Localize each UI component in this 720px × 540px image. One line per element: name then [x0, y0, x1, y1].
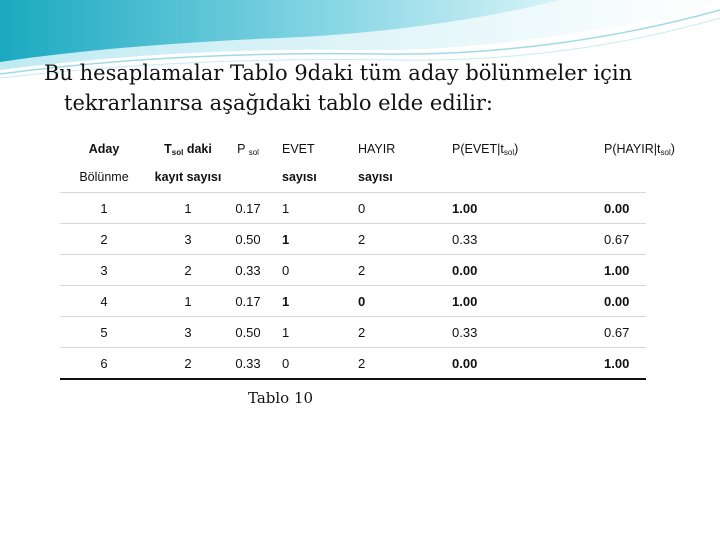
results-table	[60, 136, 675, 380]
cell-evet: 1	[268, 224, 344, 255]
cell-tsol: 2	[148, 348, 228, 380]
table-row	[60, 317, 646, 348]
cell-tsol: 1	[148, 286, 228, 317]
cell-psol: 0.50	[228, 317, 268, 348]
cell-aday: 2	[60, 224, 148, 255]
cell-aday: 3	[60, 255, 148, 286]
cell-p-evet: 0.00	[428, 348, 564, 380]
cell-p-evet: 0.33	[428, 224, 564, 255]
table-row	[60, 255, 646, 286]
header-row-1	[60, 136, 646, 162]
header-hayir: HAYIR	[358, 142, 396, 156]
cell-hayir: 2	[344, 348, 428, 380]
header-aday: Aday	[88, 142, 120, 156]
cell-hayir: 2	[344, 255, 428, 286]
cell-aday: 5	[60, 317, 148, 348]
header-empty	[564, 162, 646, 193]
cell-p-hayir: 1.00	[564, 255, 646, 286]
body-line-2: tekrarlanırsa aşağıdaki tablo elde edilir:	[64, 91, 493, 115]
cell-p-evet: 0.00	[428, 255, 564, 286]
cell-aday: 6	[60, 348, 148, 380]
header-sayisi-hayir: sayısı	[344, 162, 428, 193]
cell-evet: 1	[268, 317, 344, 348]
cell-hayir: 2	[344, 317, 428, 348]
cell-p-hayir: 0.67	[564, 317, 646, 348]
cell-evet: 1	[268, 286, 344, 317]
header-row-2	[60, 162, 646, 193]
cell-aday: 4	[60, 286, 148, 317]
cell-hayir: 2	[344, 224, 428, 255]
cell-psol: 0.17	[228, 286, 268, 317]
cell-hayir: 0	[344, 286, 428, 317]
cell-p-evet: 0.33	[428, 317, 564, 348]
header-bolunme: Bölünme	[60, 162, 148, 193]
cell-psol: 0.17	[228, 193, 268, 224]
cell-p-hayir: 1.00	[564, 348, 646, 380]
cell-evet: 0	[268, 348, 344, 380]
cell-hayir: 0	[344, 193, 428, 224]
table-row	[60, 224, 646, 255]
cell-p-evet: 1.00	[428, 286, 564, 317]
cell-p-hayir: 0.00	[564, 286, 646, 317]
cell-psol: 0.50	[228, 224, 268, 255]
cell-psol: 0.33	[228, 348, 268, 380]
header-p-evet: $P(EVET|t_{sol})$	[452, 141, 519, 157]
cell-tsol: 2	[148, 255, 228, 286]
header-sayisi-evet: sayısı	[268, 162, 344, 193]
cell-aday: 1	[60, 193, 148, 224]
slide-body-text	[44, 58, 704, 118]
cell-tsol: 3	[148, 317, 228, 348]
header-psol: P $_{sol}$	[237, 141, 259, 157]
table-row	[60, 193, 646, 224]
header-empty	[428, 162, 564, 193]
table-caption: Tablo 10	[248, 389, 314, 407]
body-line-1: Bu hesaplamalar Tablo 9daki tüm aday bölünmeler için	[44, 61, 633, 85]
cell-psol: 0.33	[228, 255, 268, 286]
cell-evet: 1	[268, 193, 344, 224]
table-row	[60, 286, 646, 317]
header-kayit: kayıt sayısı	[148, 162, 228, 193]
cell-evet: 0	[268, 255, 344, 286]
cell-p-evet: 1.00	[428, 193, 564, 224]
table-row	[60, 348, 646, 380]
cell-tsol: 3	[148, 224, 228, 255]
header-empty	[228, 162, 268, 193]
header-p-hayir: $P(HAYIR|t_{sol})$	[604, 141, 675, 157]
cell-tsol: 1	[148, 193, 228, 224]
header-evet: EVET	[282, 142, 315, 156]
cell-p-hayir: 0.67	[564, 224, 646, 255]
header-tsol: $T_{sol}$ daki	[164, 141, 212, 157]
cell-p-hayir: 0.00	[564, 193, 646, 224]
